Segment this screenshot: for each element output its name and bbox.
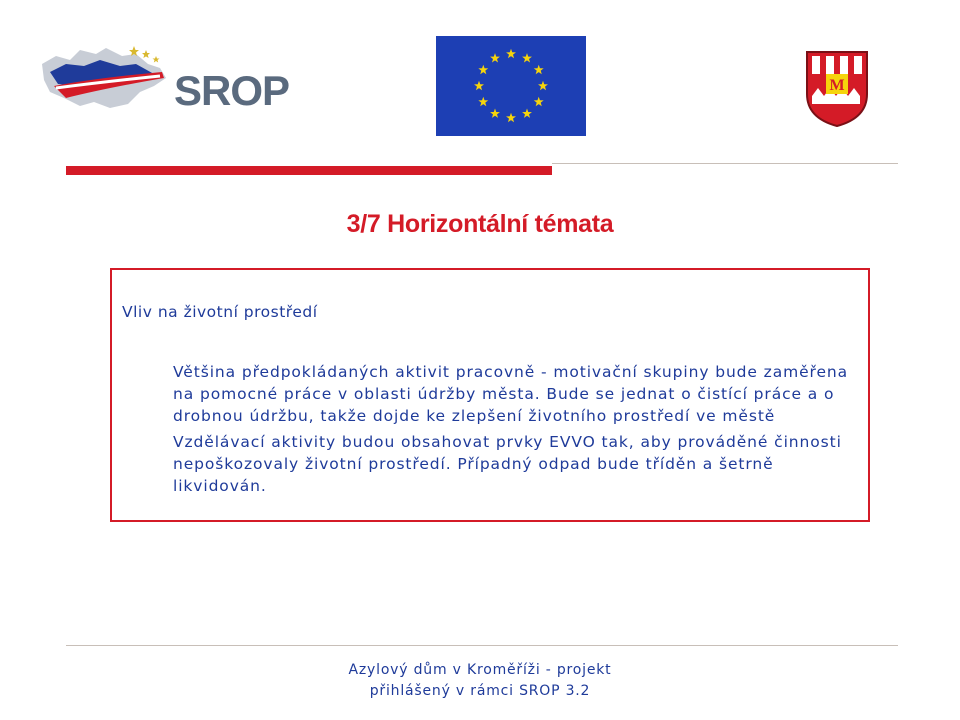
eu-flag bbox=[436, 36, 586, 136]
footer-rule bbox=[66, 645, 898, 646]
section-heading: Vliv na životní prostředí bbox=[122, 303, 318, 321]
footer-line-1: Azylový dům v Kroměříži - projekt bbox=[348, 662, 612, 678]
footer-text bbox=[300, 660, 660, 702]
footer-line-2: přihlášený v rámci SROP 3.2 bbox=[369, 683, 591, 699]
svg-text:M: M bbox=[829, 77, 845, 94]
header-red-rule bbox=[66, 166, 552, 175]
slide-title: 3/7 Horizontální témata bbox=[346, 210, 614, 238]
paragraph-2: Vzdělávací aktivity budou obsahovat prvky EVVO tak, aby prováděné činnosti nepoškozovaly životní prostředí. Případný odpad bude tříděn a šetrně likvidován. bbox=[173, 433, 842, 495]
eu-flag-icon bbox=[436, 36, 586, 136]
header-grey-rule bbox=[552, 163, 898, 164]
body-text bbox=[173, 361, 853, 501]
srop-logo bbox=[36, 42, 290, 122]
crest-icon bbox=[804, 48, 870, 128]
paragraph-1: Většina předpokládaných aktivit pracovně - motivační skupiny bude zaměřena na pomocné práce v oblasti údržby města. Bude se jednat o čistící práce a o drobnou údržbu, takže dojde ke zlepšení životního prostředí ve městě bbox=[173, 363, 849, 425]
city-crest bbox=[804, 48, 870, 128]
czech-map-icon bbox=[36, 42, 176, 122]
srop-logo-text: SROP bbox=[174, 67, 290, 114]
